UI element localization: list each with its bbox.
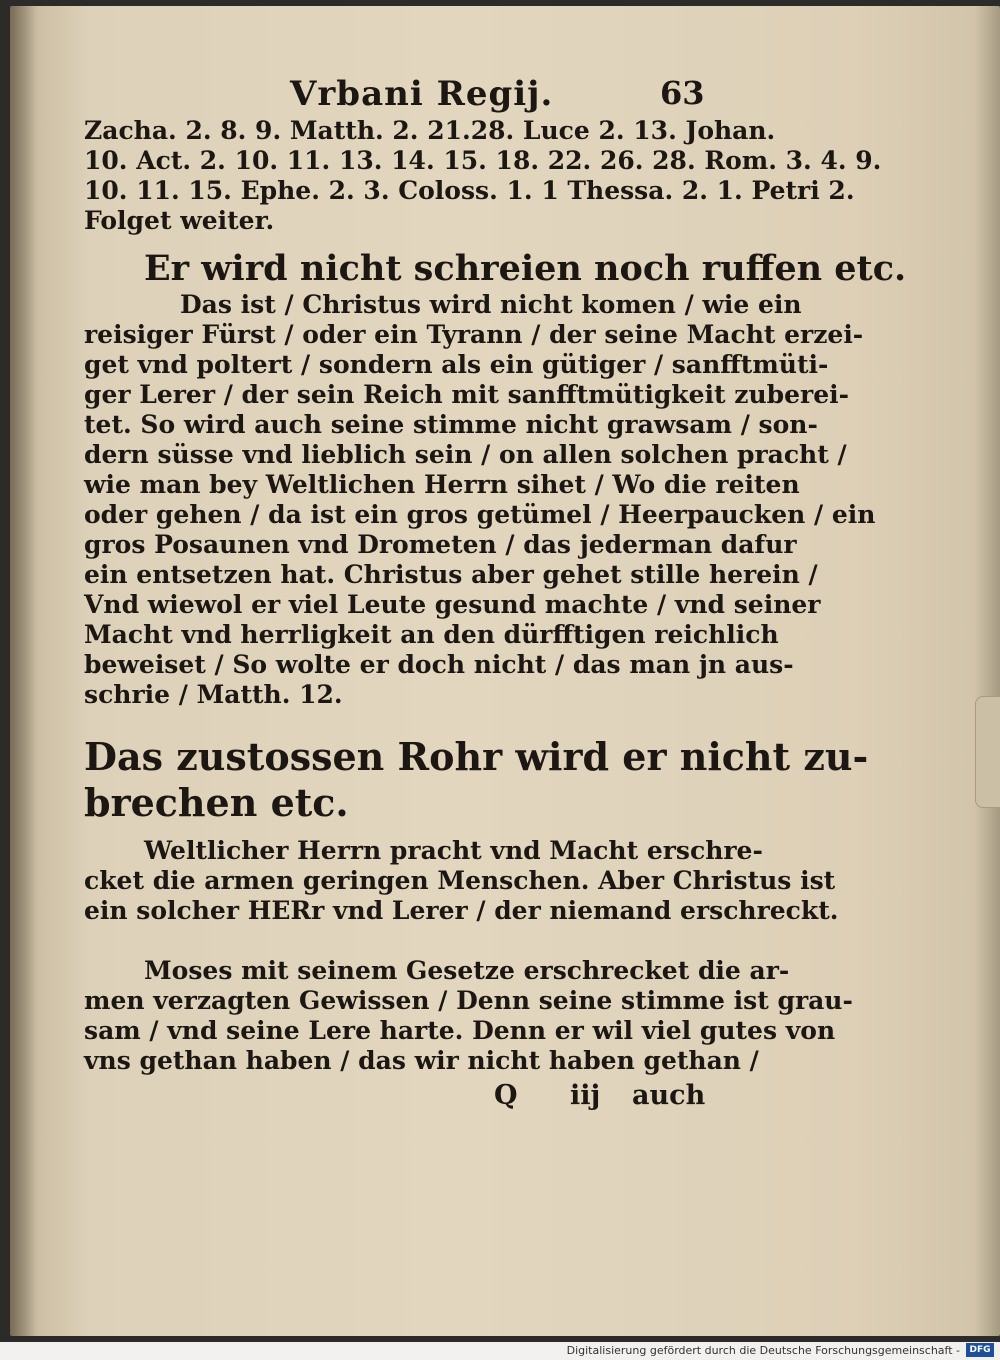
fore-edge-shadow [974, 6, 1000, 1336]
text-line: Macht vnd herrligkeit an den dürfftigen reichlich [84, 620, 779, 649]
text-line: ger Lerer / der sein Reich mit sanfftmütigkeit zuberei- [84, 380, 849, 409]
section-heading-2 [84, 734, 869, 826]
reference-line: Folget weiter. [84, 206, 275, 235]
text-line: Moses mit seinem Gesetze erschrecket die ar- [144, 956, 790, 985]
text-line: Das ist / Christus wird nicht komen / wie ein [180, 290, 802, 319]
reference-line: Zacha. 2. 8. 9. Matth. 2. 21.28. Luce 2. 13. Johan. [84, 116, 776, 145]
text-line: cket die armen geringen Menschen. Aber Christus ist [84, 866, 836, 895]
text-line: Weltlicher Herrn pracht vnd Macht erschre- [144, 836, 763, 865]
text-line: ein solcher HERr vnd Lerer / der niemand erschreckt. [84, 896, 839, 925]
paragraph [84, 290, 876, 710]
text-line: vns gethan haben / das wir nicht haben gethan / [84, 1046, 759, 1075]
text-line: get vnd poltert / sondern als ein gütiger / sanfftmüti- [84, 350, 829, 379]
section-heading: Er wird nicht schreien noch ruffen etc. [144, 248, 907, 289]
funding-credit: Digitalisierung gefördert durch die Deutsche Forschungsgemeinschaft - [566, 1344, 960, 1357]
text-line: wie man bey Weltlichen Herrn sihet / Wo die reiten [84, 470, 800, 499]
running-head: Vrbani Regij. [290, 74, 554, 114]
gutter-shadow [10, 6, 36, 1336]
text-line: dern süsse vnd lieblich sein / on allen solchen pracht / [84, 440, 847, 469]
catchword: auch [632, 1080, 706, 1111]
text-line: reisiger Fürst / oder ein Tyrann / der seine Macht erzei- [84, 320, 864, 349]
page-number: 63 [660, 74, 705, 112]
footer-bar [0, 1342, 1000, 1360]
reference-line: 10. Act. 2. 10. 11. 13. 14. 15. 18. 22. 26. 28. Rom. 3. 4. 9. [84, 146, 882, 175]
heading-line: brechen etc. [84, 780, 349, 825]
heading-line: Das zustossen Rohr wird er nicht zu- [84, 734, 869, 779]
signature-number: iij [570, 1080, 601, 1111]
paragraph [84, 836, 839, 926]
text-line: ein entsetzen hat. Christus aber gehet stille herein / [84, 560, 818, 589]
signature-mark: Q [494, 1080, 518, 1111]
text-line: gros Posaunen vnd Drometen / das jederman dafur [84, 530, 797, 559]
text-line: Vnd wiewol er viel Leute gesund machte / vnd seiner [84, 590, 821, 619]
scripture-references [84, 116, 882, 236]
text-line: oder gehen / da ist ein gros getümel / Heerpaucken / ein [84, 500, 876, 529]
paragraph [84, 956, 853, 1076]
text-line: men verzagten Gewissen / Denn seine stimme ist grau- [84, 986, 853, 1015]
text-line: schrie / Matth. 12. [84, 680, 343, 709]
dfg-logo: DFG [966, 1343, 994, 1357]
text-line: tet. So wird auch seine stimme nicht grawsam / son- [84, 410, 818, 439]
reference-line: 10. 11. 15. Ephe. 2. 3. Coloss. 1. 1 Thessa. 2. 1. Petri 2. [84, 176, 855, 205]
page-tab [975, 696, 1000, 808]
text-line: beweiset / So wolte er doch nicht / das man jn aus- [84, 650, 794, 679]
text-line: sam / vnd seine Lere harte. Denn er wil viel gutes von [84, 1016, 836, 1045]
